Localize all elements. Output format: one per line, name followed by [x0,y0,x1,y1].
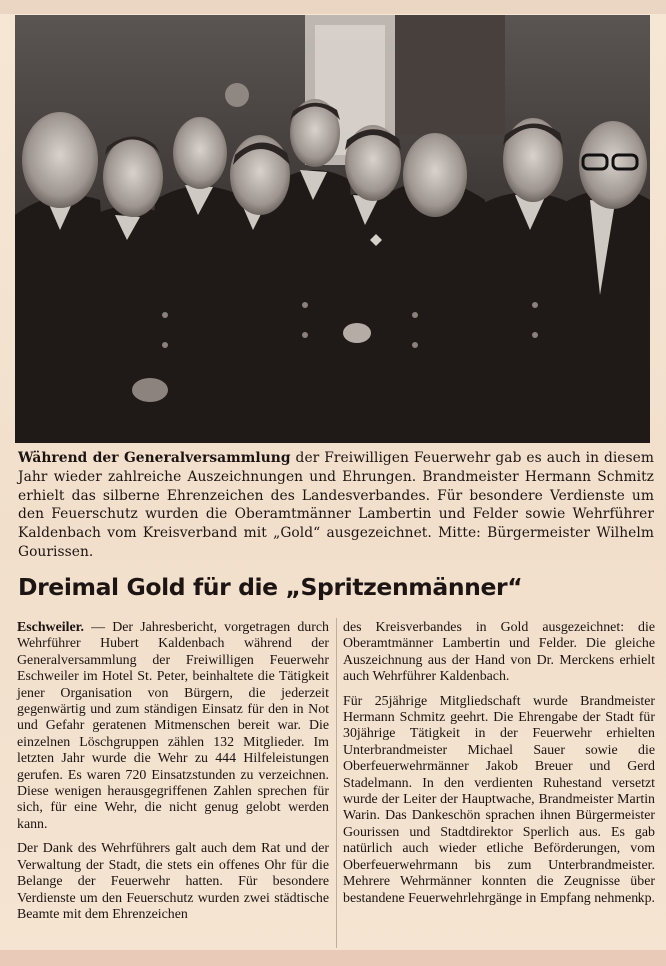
photo-caption [18,449,654,562]
group-photo-icon [15,15,650,443]
author-signature: kp. [637,890,655,906]
article-paragraph-2: Der Dank des Wehrführers galt auch dem Rat und der Verwaltung der Stadt, die stets ein offenes Ohr für die Belange der Feuerwehr hatten. Für besondere Verdienste um den Feuerschutz wurden zwei städtische Beamte mit dem Ehrenzeichen [17,841,329,922]
column-divider [336,618,337,948]
paper-edge-top [0,0,666,14]
article-headline: Dreimal Gold für die „Spritzenmänner“ [18,573,523,601]
caption-lead: Während der Generalversammlung [18,450,291,466]
paragraph-1-text: — Der Jahresbericht, vorgetragen durch Wehrführer Hubert Kaldenbach während der Generalversammlung der Freiwilligen Feuerwehr Eschweiler im Hotel St. Peter, beinhaltete die Tätigkeit jener Organisation von Bürgern, die jederzeit gegenwärtig und zum ständigen Einsatz für den in Not und Gefahr geratenen Mitmenschen bereit war. Die einzelnen Löschgruppen zählen 132 Mitglieder. Im letzten Jahr wurde die Wehr zu 444 Hilfeleistungen gerufen. Es waren 720 Einsatzstunden zu verzeichnen. Diese wenigen herausgegriffenen Zahlen sprechen für sich, für eine Wehr, die nicht genug gelobt werden kann. [17,620,329,832]
article-paragraph-1 [17,620,329,833]
paper-edge-bottom [0,950,666,966]
caption-text: der Freiwilligen Feuerwehr gab es auch in diesem Jahr wieder zahlreiche Auszeichnungen und Ehrungen. Brandmeister Hermann Schmitz erhielt das silberne Ehrenzeichen des Landesverbandes. Für besondere Verdienste um den Feuerschutz wurden die Oberamtmänner Lambertin und Felder sowie Wehrführer Kaldenbach vom Kreisverband mit „Gold“ ausgezeichnet. Mitte: Bürgermeister Wilhelm Gourissen. [18,450,655,560]
article-column-right [343,620,655,907]
dateline: Eschweiler. [17,620,85,635]
article-paragraph-4: Für 25jährige Mitgliedschaft wurde Brandmeister Hermann Schmitz geehrt. Die Ehrengabe der Stadt für 30jährige Tätigkeit in der Feuerwehr erhielten Unterbrandmeister Michael Sauer sowie die Oberfeuerwehrmänner Jakob Breuer und Gerd Stadelmann. In den verdienten Ruhestand versetzt wurde der Leiter der Hauptwache, Brandmeister Martin Warin. Das Dankeschön sprachen ihnen Bürgermeister Gourissen und Stadtdirektor Sperlich aus. Es gab natürlich auch wieder etliche Beförderungen, vom Oberfeuerwehrmann bis zum Unterbrandmeister. Mehrere Wehrmänner konnten die Zeugnisse über bestandene Feuerwehrlehrgänge in Empfang nehmen. [343,693,655,906]
group-photo [15,15,650,443]
article-paragraph-3: des Kreisverbandes in Gold ausgezeichnet: die Oberamtmänner Lambertin und Felder. Die gleiche Auszeichnung aus der Hand von Dr. Merckens erhielt auch Wehrführer Kaldenbach. [343,620,655,685]
article-column-left [17,620,329,931]
